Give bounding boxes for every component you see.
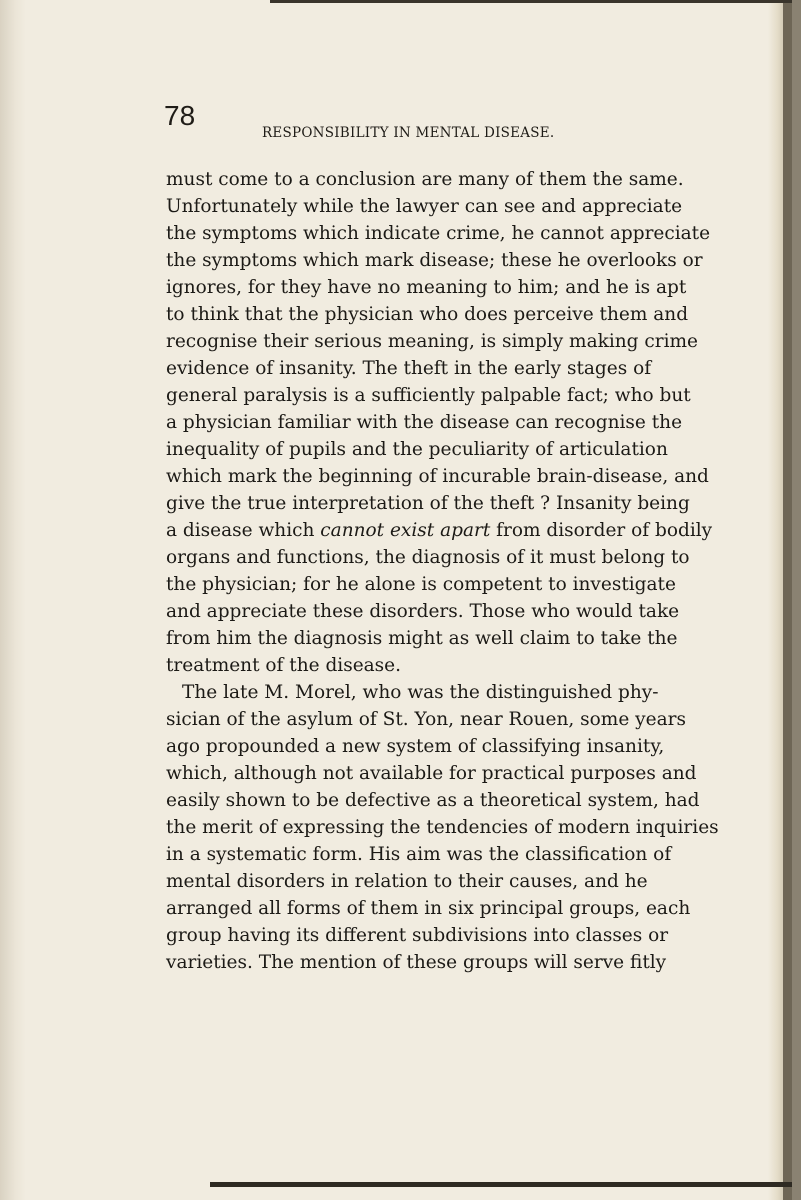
text-line bbox=[166, 787, 786, 814]
bottom-edge-rule bbox=[210, 1182, 792, 1187]
line-text: inequality of pupils and the peculiarity of articulation bbox=[166, 439, 668, 460]
text-line bbox=[166, 274, 786, 301]
line-text: recognise their serious meaning, is simply making crime bbox=[166, 331, 699, 352]
line-text: must come to a conclusion are many of them the same. bbox=[166, 169, 684, 190]
text-line bbox=[166, 598, 786, 625]
text-line bbox=[166, 463, 786, 490]
line-text: the symptoms which mark disease; these he overlooks or bbox=[166, 250, 703, 271]
text-line bbox=[166, 220, 786, 247]
line-text: sician of the asylum of St. Yon, near Rouen, some years bbox=[166, 709, 686, 730]
line-text: a physician familiar with the disease can recognise the bbox=[166, 412, 683, 433]
text-line bbox=[166, 193, 786, 220]
line-text: ago propounded a new system of classifying insanity, bbox=[166, 736, 665, 757]
line-text: give the true interpretation of the theft ? Insanity being bbox=[166, 493, 690, 514]
text-line bbox=[166, 733, 786, 760]
text-line bbox=[166, 895, 786, 922]
text-line bbox=[166, 355, 786, 382]
line-text: treatment of the disease. bbox=[166, 655, 402, 676]
running-head: RESPONSIBILITY IN MENTAL DISEASE. bbox=[262, 125, 555, 141]
text-line bbox=[166, 166, 786, 193]
text-line bbox=[166, 841, 786, 868]
text-line bbox=[166, 652, 786, 679]
line-text: organs and functions, the diagnosis of it must belong to bbox=[166, 547, 690, 568]
line-text: and appreciate these disorders. Those who would take bbox=[166, 601, 680, 622]
text-line bbox=[166, 922, 786, 949]
line-text: from him the diagnosis might as well claim to take the bbox=[166, 628, 678, 649]
gutter-shadow bbox=[0, 0, 26, 1200]
text-line bbox=[166, 328, 786, 355]
page-number: 78 bbox=[164, 100, 196, 131]
text-line bbox=[166, 517, 786, 544]
line-text: ignores, for they have no meaning to him; and he is apt bbox=[166, 277, 687, 298]
italic-phrase: cannot exist apart bbox=[320, 520, 491, 541]
text-line bbox=[166, 706, 786, 733]
body-text bbox=[166, 166, 786, 976]
line-text: general paralysis is a sufficiently palpable fact; who but bbox=[166, 385, 691, 406]
line-text: which mark the beginning of incurable brain-disease, and bbox=[166, 466, 709, 487]
text-line bbox=[166, 625, 786, 652]
line-text: a disease which bbox=[166, 520, 321, 541]
line-text: varieties. The mention of these groups will serve fitly bbox=[166, 952, 667, 973]
top-edge-rule bbox=[270, 0, 792, 3]
line-text: easily shown to be defective as a theoretical system, had bbox=[166, 790, 700, 811]
line-text: group having its different subdivisions into classes or bbox=[166, 925, 669, 946]
text-line bbox=[166, 490, 786, 517]
line-text: evidence of insanity. The theft in the early stages of bbox=[166, 358, 652, 379]
line-text: to think that the physician who does perceive them and bbox=[166, 304, 689, 325]
line-text: the merit of expressing the tendencies of modern inquiries bbox=[166, 817, 719, 838]
line-text: the physician; for he alone is competent to investigate bbox=[166, 574, 676, 595]
text-line bbox=[166, 868, 786, 895]
text-line bbox=[166, 814, 786, 841]
line-text: The late M. Morel, who was the distinguished phy- bbox=[182, 682, 659, 703]
line-text: arranged all forms of them in six principal groups, each bbox=[166, 898, 691, 919]
text-line bbox=[166, 760, 786, 787]
text-line bbox=[166, 436, 786, 463]
line-text: which, although not available for practical purposes and bbox=[166, 763, 697, 784]
line-text: in a systematic form. His aim was the classification of bbox=[166, 844, 672, 865]
text-line bbox=[166, 409, 786, 436]
line-text: mental disorders in relation to their causes, and he bbox=[166, 871, 648, 892]
text-line bbox=[166, 949, 786, 976]
text-line bbox=[166, 544, 786, 571]
line-text: the symptoms which indicate crime, he cannot appreciate bbox=[166, 223, 711, 244]
text-line bbox=[166, 382, 786, 409]
text-line bbox=[166, 247, 786, 274]
text-line bbox=[166, 571, 786, 598]
line-text: Unfortunately while the lawyer can see and appreciate bbox=[166, 196, 683, 217]
text-line bbox=[166, 301, 786, 328]
text-line bbox=[166, 679, 786, 706]
line-text-after: from disorder of bodily bbox=[490, 520, 713, 541]
